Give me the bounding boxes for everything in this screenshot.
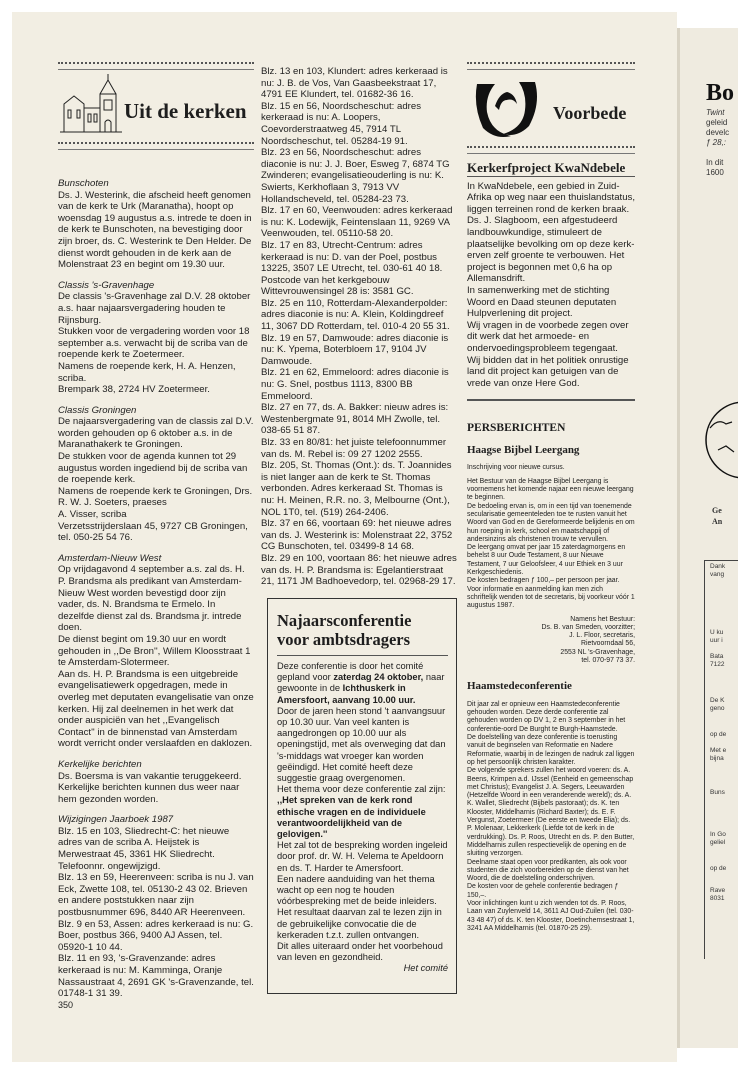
edge-side-line: uur i	[710, 637, 723, 644]
signature-line: Ds. B. van Smeden, voorzitter;	[541, 623, 635, 631]
section-title: Wijzigingen Jaarboek 1987	[58, 814, 174, 826]
paragraph: Het zal tot de bespreking worden ingeleid door prof. dr. W. H. Velema te Apeldoorn en ds. T. Harder te Amersfoort.	[277, 840, 448, 873]
signature-line: tel. 070-97 73 37.	[581, 657, 635, 664]
bold-text: zaterdag 24 oktober,	[333, 672, 424, 683]
edge-side-line: In Go	[710, 831, 726, 838]
text: Deze conferentie is door het comité gepland voor	[277, 661, 424, 683]
edge-side-line: U ku	[710, 629, 724, 636]
signature: Het comité	[403, 963, 448, 974]
edge-side-line: Dank	[710, 563, 726, 570]
edge-side-line: op de	[710, 731, 727, 738]
najaars-title-line2: voor ambtsdragers	[277, 630, 411, 649]
list-item: Blz. 23 en 56, Noordscheschut: adres diaconie is nu: J. J. Boer, Esweg 7, 6874 TG Zwinderen; evangelisatieouderling is nu: K. Swierts, Kerkhoflaan 3, 7913 VV Hollandscheveld, tel. 05284-23 73.	[261, 147, 450, 205]
edge-side-line: De K	[710, 697, 725, 704]
praying-hands-icon	[471, 76, 541, 142]
paragraph: De volgende sprekers zullen het woord voeren: ds. A. Beens, Krimpen a.d. IJssel (Eenheid en gemeenschap met Christus); Evangelist J. A. Segers, Leeuwarden (Hetzelfde Woord in een veranderende wereld); ds. A. K. Wallet, Sliedrecht (Bijbels pastoraat); ds. K. ten Klooster, Middelharnis (Richard Baxter); ds. E. F. Vergunst, Zoetermeer (De eerste en tweede Elia); ds. P. Molenaar, Lekkerkerk (Liefde tot de kerk in de verdrukking). Ds. P. Roos, Utrecht en ds. P. den Butter, Middelharnis zullen respectievelijk de opening en de sluiting verzorgen.	[467, 767, 635, 858]
kerken-heading: Uit de kerken	[124, 99, 247, 123]
project-title: Kerkerfproject KwaNdebele	[467, 160, 626, 175]
section-title: Classis 's-Gravenhage	[58, 279, 155, 291]
list-item: Blz. 19 en 57, Damwoude: adres diaconie is nu: K. Ypema, Boterbloem 17, 9104 JV Damwoude.	[261, 332, 449, 367]
section-title: Kerkelijke berichten	[58, 758, 142, 770]
paragraph: Door de jaren heen stond 't aanvangsuur op 10.30 uur. Van veel kanten is aangedrongen op 10.00 uur als openingstijd, met als overweging dat dan 's-middags wat vroeger kan worden geëindigd. Het comité heeft deze suggestie graag overgenomen.	[277, 705, 446, 784]
paragraph: De najaarsvergadering van de classis zal D.V. worden gehouden op 6 oktober a.s. in de Maranathakerk te Groningen.	[58, 416, 254, 451]
najaars-title	[277, 611, 448, 649]
signature-line: Namens het Bestuur:	[570, 615, 635, 623]
edge-heading: Bo	[706, 80, 735, 106]
edge-side-line: geliel	[710, 839, 726, 846]
najaars-title-line1: Najaarsconferentie	[277, 611, 412, 630]
edge-side-line: bijna	[710, 755, 724, 762]
right-column	[467, 62, 635, 933]
paragraph: De kosten voor de gehele conferentie bedragen ƒ 150,–.	[467, 883, 619, 899]
paragraph: Ds. Boersma is van vakantie teruggekeerd. Kerkelijke berichten kunnen dus weer naar hem gezonden worden.	[58, 770, 242, 805]
list-item: Blz. 205, St. Thomas (Ont.): ds. T. Joannides is niet langer aan de kerk te St. Thomas verbonden. Adres kerkeraad St. Thomas is nu: H. Meinen, R.R. no. 3, Melbourne (Ont.), NOL 1T0, tel. (519) 264-2406.	[261, 460, 452, 518]
bold-text: Ichthuskerk in Amersfoort, aanvang 10.00 uur.	[277, 683, 416, 705]
paragraph: Dit jaar zal er opnieuw een Haamstedeconferentie gehouden worden. Deze derde conferentie zal gehouden worden op DV 1, 2 en 3 september in het conferentie-oord De Burght te Burgh-Haamstede.	[467, 700, 626, 733]
edge-box-line: Ge	[712, 506, 722, 515]
middle-column	[261, 66, 457, 588]
paragraph: In KwaNdebele, een gebied in Zuid-Afrika op weg naar een thuislandstatus, liggen terreinen rond de kerken braak. Ds. J. Slagboom, een afgestudeerd landbouwkundige, stimuleert de plaatselijke bevolking om op deze kerk-erven zelf groente te verbouwen. Het project is begonnen met 0,6 ha op Allemansdrift.	[467, 180, 635, 285]
classis-groningen-section	[58, 405, 254, 544]
paragraph: Wij bidden dat in het politiek onrustige land dit project kan getuigen van de vrede van onze Here God.	[467, 354, 629, 389]
haamstede-title: Haamstedeconferentie	[467, 680, 572, 693]
edge-side-line: Buns	[710, 789, 725, 796]
wavy-rule	[58, 142, 254, 150]
paragraph: Een nadere aanduiding van het thema wacht op een nog te houden vóórbespreking met de beide inleiders. Het resultaat daarvan zal te lezen zijn in de gebruikelijke convocatie die de kerkeraden t.z.t. zullen ontvangen.	[277, 873, 442, 940]
paragraph: De stukken voor de agenda kunnen tot 29 augustus worden ingediend bij de scriba van de roepende kerk.	[58, 451, 248, 486]
edge-line: 1600	[706, 168, 724, 177]
wavy-rule	[58, 62, 254, 70]
edge-line	[706, 148, 729, 158]
bunschoten-section	[58, 178, 254, 271]
list-item: Blz. 15 en 56, Noordscheschut: adres kerkeraad is nu: A. Loopers, Coevorderstraatweg 45, 7914 TL Noordscheschut, tel. 05284-19 91.	[261, 100, 421, 147]
paragraph: Het Bestuur van de Haagse Bijbel Leergang is voornemens het komende najaar een nieuwe leergang te beginnen.	[467, 477, 634, 502]
haagse-title: Haagse Bijbel Leergang	[467, 443, 580, 456]
edge-line: In dit	[706, 158, 724, 167]
edge-line: Twint	[706, 108, 725, 117]
paragraph: Namens de roepende kerk te Groningen, Drs. R. W. J. Soeters, praeses	[58, 485, 253, 509]
paragraph: De leergang omvat per jaar 15 zaterdagmorgens en behelst 8 uur Oude Testament, 8 uur Nieuwe Testament, 7 uur Geloofsleer, 4 uur Ethiek en 3 uur Kerkgeschiedenis.	[467, 544, 626, 577]
voorbede-heading: Voorbede	[553, 103, 627, 123]
section-title: Bunschoten	[58, 178, 109, 189]
paragraph: Deelname staat open voor predikanten, als ook voor studenten die zich voorbereiden op de dienst van het Woord, die de doelstelling onderschrijven.	[467, 858, 629, 883]
edge-illustration	[704, 388, 738, 506]
paragraph: Verzetsstrijderslaan 45, 9727 CB Groningen, tel. 050-25 54 76.	[58, 520, 248, 544]
edge-side-line: 8031	[710, 895, 725, 902]
edge-side-line: op de	[710, 865, 727, 872]
paragraph: A. Visser, scriba	[58, 509, 127, 521]
najaarsconferentie-box	[267, 598, 457, 994]
kerken-header	[58, 70, 254, 138]
paragraph: Stukken voor de vergadering worden voor 18 september a.s. verwacht bij de scriba van de roepende kerk te Zoetermeer.	[58, 326, 250, 361]
paragraph: De dienst begint om 19.30 uur en wordt gehouden in ,,De Bron'', Willem Kloosstraat 1 te Amsterdam-Slotermeer.	[58, 633, 251, 669]
paragraph: De doelstelling van deze conferentie is toerusting vanuit de beginselen van Reformatie en Nadere Reformatie, waarbij in de lezingen de nadruk zal liggen op het persoonlijk christen karakter.	[467, 734, 635, 766]
edge-side-line: 7122	[710, 661, 725, 668]
divider	[277, 655, 448, 656]
edge-line: ƒ 28,:	[706, 138, 727, 147]
list-item: Blz. 15 en 103, Sliedrecht-C: het nieuwe adres van de scriba A. Heijstek is Merwestraat 45, 3361 HK Sliedrecht. Telefoonnr. ongewijzigd.	[58, 825, 230, 872]
list-item: Blz. 17 en 60, Veenwouden: adres kerkeraad is nu: K. Lodewijk, Feintenslaan 11, 9269 VA Veenwouden, tel. 05110-58 20.	[261, 205, 453, 240]
list-item: Blz. 17 en 83, Utrecht-Centrum: adres kerkeraad is nu: D. van der Poel, postbus 13225, 3507 LE Utrecht, tel. 030-61 40 18.	[261, 239, 443, 275]
list-item: Blz. 37 en 66, voortaan 69: het nieuwe adres van ds. J. Westerink is: Molenstraat 22, 3752 CG Bunschoten, tel. 03499-8 14 68.	[261, 518, 453, 553]
divider	[467, 399, 635, 401]
edge-line: geleid	[706, 118, 728, 127]
paragraph: Op vrijdagavond 4 september a.s. zal ds. H. P. Brandsma als predikant van Amsterdam-Nieuw West worden bevestigd door zijn vader, ds. N. Brandsma te Ermelo. In dezelfde dienst zal ds. Brandsma jr. intrede doen.	[58, 564, 245, 634]
paragraph: In samenwerking met de stichting Woord en Daad steunen deputaten Hulpverlening dit project.	[467, 284, 617, 320]
edge-box-line: An	[712, 517, 723, 526]
text: naar gewoonte in de	[277, 672, 445, 694]
list-item: Blz. 9 en 53, Assen: adres kerkeraad is nu: G. Boer, postbus 366, 9400 AJ Assen, tel. 05920-1 10 44.	[58, 918, 254, 953]
left-column	[58, 62, 254, 1000]
wijzigingen-section	[58, 814, 254, 1000]
list-item: Blz. 25 en 110, Rotterdam-Alexanderpolder: adres diaconie is nu: A. Klein, Koldingdreef 11, 3067 DD Rotterdam, tel. 010-4 20 55 31.	[261, 297, 450, 333]
paragraph: Inschrijving voor nieuwe cursus.	[467, 464, 565, 472]
list-item: Blz. 13 en 59, Heerenveen: scriba is nu J. van Eck, Zwette 108, tel. 05130-2 43 02. Brieven en andere poststukken naar zijn postbusnummer 696, 8440 AR Heerenveen.	[58, 872, 254, 919]
paragraph: Wij vragen in de voorbede zegen over dit werk dat het armoede- en ondervoedingsprobleem tegengaat.	[467, 319, 629, 354]
paragraph: De bedoeling ervan is, om in een tijd van toenemende secularisatie gemeenteleden toe te rusten vanuit het Woord van God en de Gereformeerde belijdenis en om hun roeping in kerk, school en maatschappij of andersinzins als christenen trouw te vervullen.	[467, 502, 635, 543]
haamstede-body	[467, 701, 635, 933]
paragraph: Ds. J. Westerink, die afscheid heeft genomen van de kerk te Urk (Maranatha), hoopt op woensdag 19 augustus a.s. intrede te doen in de kerk te Bunschoten, na bevestiging door zijn broer, ds. C. Westerink te Den Helder. De dienst wordt gehouden in de kerk aan de Molenstraat 23 en begint om 19.30 uur.	[58, 189, 252, 271]
section-title: Classis Groningen	[58, 404, 137, 416]
divider	[467, 176, 635, 177]
church-icon	[60, 74, 122, 134]
edge-side-line: geno	[710, 705, 725, 712]
paragraph: Brempark 38, 2724 HV Zoetermeer.	[58, 384, 210, 396]
paragraph: Aan ds. H. P. Brandsma is een uitgebreide evangelisatiewerk opgedragen, mede in overleg met deputaten evangelisatie van onze kerken. Hij zal deelnemen in het werk dat onder auspiciën van het ,,Evangelisch Contact'' in de binnenstad van Amsterdam wordt verricht onder verslaafden en daklozen.	[58, 668, 254, 750]
paragraph: Voor informatie en aanmelding kan men zich schriftelijk wenden tot de secretaris, bij voorkeur vóór 1 augustus 1987.	[467, 585, 635, 610]
page-number: 350	[58, 1000, 74, 1010]
classis-sgravenhage-section	[58, 280, 254, 396]
paragraph: Namens de roepende kerk, H. A. Henzen, scriba.	[58, 360, 236, 384]
list-item: Blz. 13 en 103, Klundert: adres kerkeraad is nu: J. B. de Vos, Van Gaasbeekstraat 17, 4791 EE Klundert, tel. 01682-36 16.	[261, 66, 448, 101]
persberichten-heading: PERSBERICHTEN	[467, 422, 566, 435]
paragraph	[277, 784, 448, 840]
text: Het thema voor deze conferentie zal zijn:	[277, 784, 446, 795]
kerkelijke-section	[58, 759, 254, 805]
list-item: Postcode van het kerkgebouw Wittevrouwensingel 28 is: 3581 GC.	[261, 274, 414, 298]
signature-line: 2553 NL 's-Gravenhage,	[560, 648, 635, 656]
paragraph: De kosten bedragen ƒ 100,– per persoon per jaar.	[467, 577, 620, 585]
signature-line: Rietvoorndaal 56,	[580, 640, 635, 648]
wavy-rule	[467, 146, 635, 154]
bold-text: ,,Het spreken van de kerk rond ethische vragen en de individuele verantwoordelijkheid van de gelovigen.''	[277, 795, 426, 840]
signature-line: J. L. Floor, secretaris,	[569, 632, 635, 640]
list-item: Blz. 33 en 80/81: het juiste telefoonnummer van ds. M. Rebel is: 09 27 1202 2555.	[261, 437, 447, 460]
edge-lines	[706, 108, 729, 178]
list-item: Blz. 21 en 62, Emmeloord: adres diaconie is nu: G. Snel, postbus 1113, 8300 BB Emmeloord.	[261, 367, 449, 402]
edge-side-lines	[710, 563, 726, 903]
list-item: Blz. 27 en 77, ds. A. Bakker: nieuw adres is: Westenbergmate 91, 8014 MH Zwolle, tel. 038-65 51 87.	[261, 402, 449, 437]
edge-side-line: vang	[710, 571, 725, 578]
haagse-signature	[467, 616, 635, 666]
haagse-body	[467, 464, 635, 665]
najaarsconferentie-content	[277, 611, 448, 975]
edge-line: develc	[706, 128, 730, 137]
voorbede-header	[467, 70, 635, 146]
edge-side-line: Rave	[710, 887, 726, 894]
list-item: Blz. 11 en 93, 's-Gravenzande: adres kerkeraad is nu: M. Kamminga, Oranje Nassaustraat 4, 2691 GK 's-Gravenzande, tel. 01748-1 31 39.	[58, 953, 254, 1000]
paragraph	[277, 661, 448, 706]
wavy-rule	[467, 62, 635, 70]
amsterdam-section	[58, 553, 254, 750]
section-title: Amsterdam-Nieuw West	[58, 552, 162, 564]
paragraph: De classis 's-Gravenhage zal D.V. 28 oktober a.s. haar najaarsvergadering houden te Rijnsburg.	[58, 291, 251, 326]
edge-side-line: Bata	[710, 653, 724, 660]
list-item: Blz. 29 en 100, voortaan 86: het nieuwe adres van ds. H. P. Brandsma is: Egelantierstraat 21, 1171 JM Badhoevedorp, tel. 02968-29 17.	[261, 552, 457, 588]
paragraph: Voor inlichtingen kunt u zich wenden tot ds. P. Roos, Laan van Zuylenveld 14, 3611 AJ Oud-Zuilen (tel. 030-43 48 47) of ds. K. ten Klooster, Doetinchemsestraat 1, 3241 AA Middelharnis (tel. 01870-25 29).	[467, 900, 635, 932]
paragraph: Dit alles uiteraard onder het voorbehoud van leven en gezondheid.	[277, 941, 443, 963]
edge-side-line: Met e	[710, 747, 727, 754]
